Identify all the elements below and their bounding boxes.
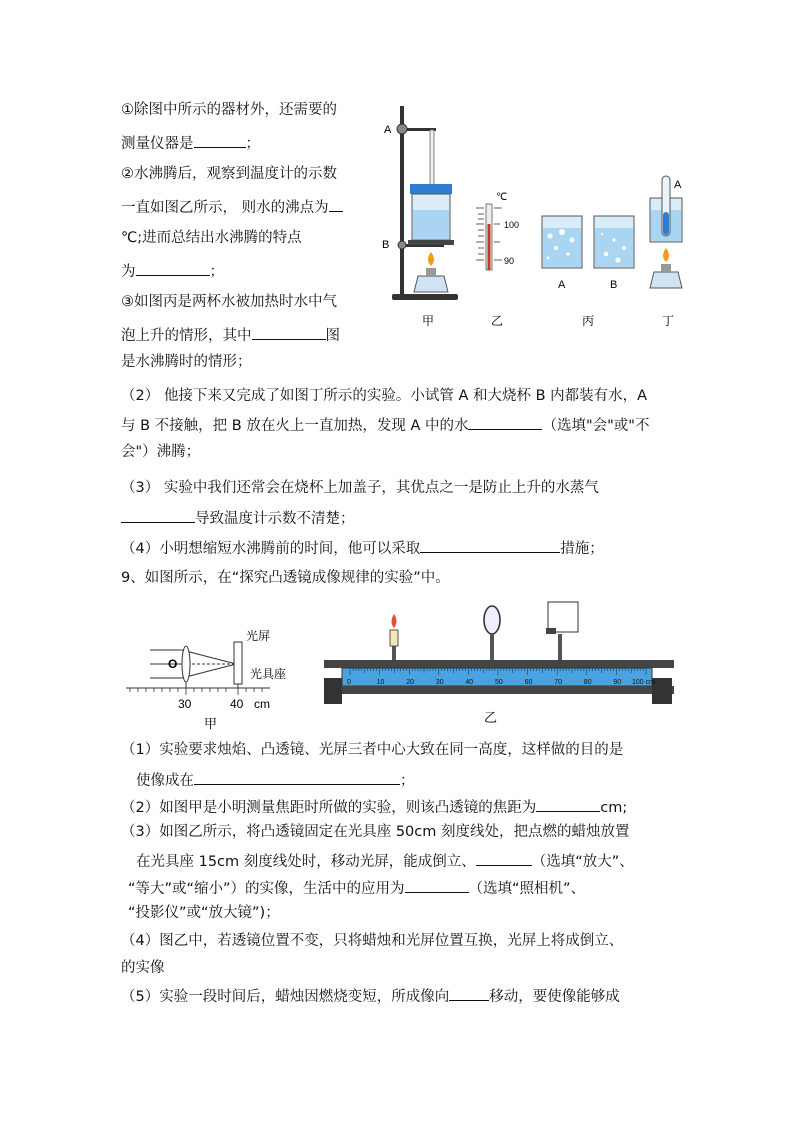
q9-s3-line4: “投影仪”或“放大镜”)； [128,905,280,921]
punct: ； [209,264,224,280]
q8-p1-line1: ①除图中所示的器材外，还需要的 [121,102,337,118]
q8-s2-text: 与 B 不接触，把 B 放在火上一直加热，发现 A 中的水 [121,418,469,434]
bench-tick-label: 40 [465,679,474,686]
q9-s1-line2 [136,769,415,791]
q8-s2-line2 [121,414,649,436]
thermometer-yi [476,192,519,328]
stand-label-b: B [382,239,390,251]
setup-ding [650,176,682,328]
q8-p3-line3: 是水沸腾时的情形； [121,354,252,370]
q9-s3-line1: （3）如图乙所示，将凸透镜固定在光具座 50cm 刻度线处，把点燃的蜡烛放置 [121,824,630,840]
q9-s4-line2: 的实像 [121,960,165,976]
tick-30: 30 [178,697,192,711]
beakers-bing [542,216,634,328]
label-bench: 光具座 [250,667,287,681]
tick-40: 40 [230,697,244,711]
bench-tick-label: 0 [347,679,351,686]
stand-label-a: A [384,124,392,136]
q8-p3-line1: ③如图丙是两杯水被加热时水中气 [121,294,337,310]
answer-blank[interactable] [449,985,489,1001]
answer-blank[interactable] [420,537,560,553]
fig-label-jia: 甲 [422,314,435,328]
unit-cm: cm [254,697,270,711]
therm-unit: ℃ [496,192,508,203]
fig-label-bing: 丙 [582,314,595,328]
q8-s4-line [121,537,604,559]
answer-blank[interactable] [136,260,210,276]
bench-tick-label: 10 [376,679,385,686]
q9-s1-text: 使像成在 [136,773,194,789]
q8-p3-line2 [121,324,340,346]
tube-label-a: A [674,179,682,191]
stand-jia [382,106,458,328]
bench-tick-label: 20 [406,679,414,686]
q8-s2-line3: 会"）沸腾； [121,444,201,460]
bench-tick-label: 50 [495,679,503,686]
lens-o: O [168,657,178,671]
beaker-label-a: A [558,279,566,291]
q9-s5-text: （5）实验一段时间后，蜡烛因燃烧变短，所成像向 [121,989,450,1005]
q8-p2-text: 一直如图乙所示， 则水的沸点为 [121,200,329,216]
q8-p2-line1: ②水沸腾后，观察到温度计的示数 [121,166,337,182]
q8-p3-text: 泡上升的情形，其中 [121,328,252,344]
punct: ； [245,136,260,152]
q8-p2-line2 [121,196,343,218]
q8-s3-line1: （3） 实验中我们还常会在烧杯上加盖子，其优点之一是防止上升的水蒸气 [121,480,599,496]
q9-s2-line [121,796,627,818]
bench-tick-label: 90 [613,679,622,686]
q8-p2-line4 [121,260,224,282]
q9-s2-text: cm; [600,800,628,816]
q9-s5-text: 移动，要使像能够成 [489,989,620,1005]
q8-p1-text: 测量仪器是 [121,136,194,152]
q8-s2-line1: （2） 他接下来又完成了如图丁所示的实验。小试管 A 和大烧杯 B 内都装有水，A [121,388,648,404]
fig-label-yi: 乙 [491,314,504,328]
q8-s4-text: 措施； [560,541,604,557]
bench-tick-label: 70 [554,679,562,686]
q8-s2-text: （选填"会"或"不 [542,418,650,434]
q8-p1-line2 [121,132,260,154]
therm-100: 100 [504,220,520,230]
beaker-label-b: B [610,279,618,291]
q9-s2-text: （2）如图甲是小明测量焦距时所做的实验，则该凸透镜的焦距为 [121,800,537,816]
answer-blank[interactable] [194,769,400,785]
q8-s4-text: （4）小明想缩短水沸腾前的时间，他可以采取 [121,541,421,557]
q9-s3-line2 [136,850,634,872]
q9-s1-line1: （1）实验要求烛焰、凸透镜、光屏三者中心大致在同一高度，这样做的目的是 [121,742,624,758]
answer-blank[interactable] [194,132,246,148]
bench-tick-label: 80 [583,679,592,686]
fig-label-ding: 丁 [662,314,675,328]
punct: ； [400,773,415,789]
q9-s3-line3 [128,877,585,899]
bench-tick-label: 100 cm [632,679,655,686]
label-screen: 光屏 [246,629,271,643]
answer-blank[interactable] [329,196,343,212]
q9-title: 9、如图所示，在“探究凸透镜成像规律的实验”中。 [121,570,450,586]
q9-s3-text: （选填“照相机”、 [468,881,586,897]
q9-s3-text: （选填“放大”、 [531,854,634,870]
q8-p2-line3: ℃;进而总结出水沸腾的特点 [121,230,302,246]
answer-blank[interactable] [468,414,542,430]
answer-blank[interactable] [405,877,469,893]
therm-90: 90 [504,256,515,266]
figure-optical-bench [320,598,690,728]
bench-tick-label: 30 [435,679,444,686]
fig-label-yi: 乙 [484,710,498,725]
bench-tick-label: 60 [524,679,533,686]
q9-s5-line [121,985,620,1007]
q8-s3-text: 导致温度计示数不清楚； [195,511,355,527]
answer-blank[interactable] [252,324,326,340]
figure-focal-length [120,626,300,736]
q8-p3-text: 图 [325,328,340,344]
figure-boiling-apparatus [378,100,698,340]
answer-blank[interactable] [536,796,600,812]
q8-p2-text: 为 [121,264,136,280]
answer-blank[interactable] [121,507,195,523]
q9-s3-text: 在光具座 15cm 刻度线处时，移动光屏，能成倒立、 [136,854,476,870]
answer-blank[interactable] [476,850,532,866]
fig-label-jia: 甲 [204,716,218,731]
q9-s3-text: “等大”或“缩小”）的实像，生活中的应用为 [128,881,405,897]
q9-s4-line1: （4）图乙中，若透镜位置不变，只将蜡烛和光屏位置互换，光屏上将成倒立、 [121,933,624,949]
q8-s3-line2 [121,507,355,529]
